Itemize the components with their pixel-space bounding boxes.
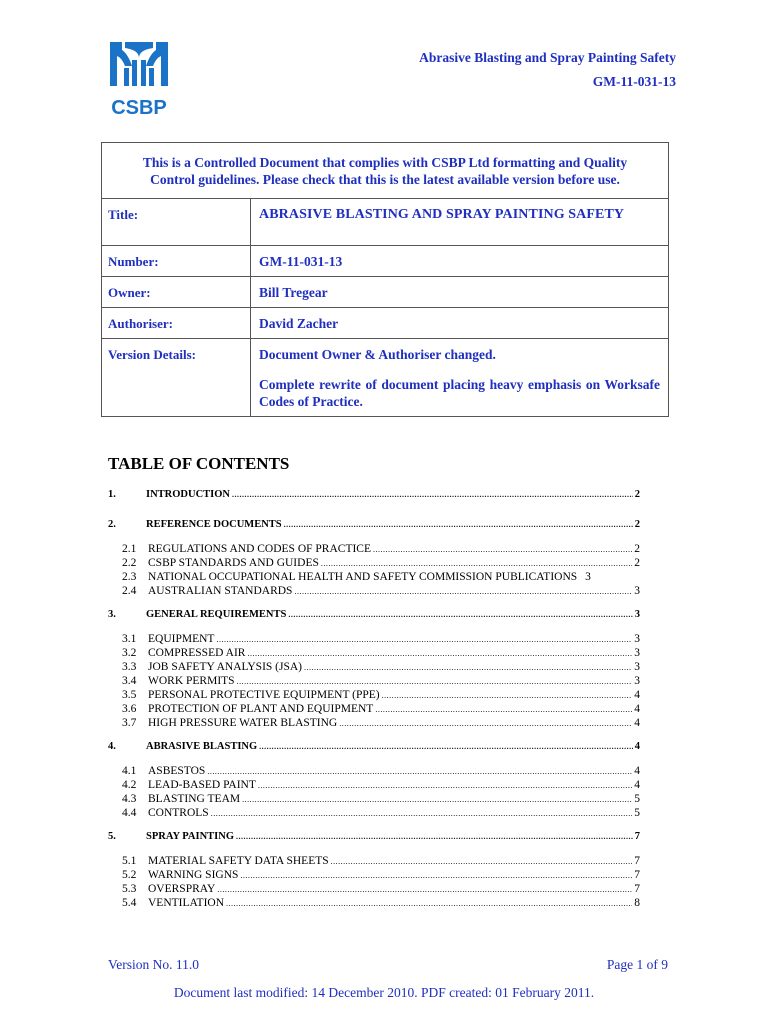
logo-text: CSBP — [111, 97, 167, 118]
toc-entry[interactable] — [108, 516, 640, 534]
toc-page: 7 — [634, 831, 640, 842]
toc-label: LEAD-BASED PAINT — [148, 779, 256, 791]
toc-number: 4.3 — [122, 793, 137, 805]
toc-label: CONTROLS — [148, 807, 209, 819]
toc-label: MATERIAL SAFETY DATA SHEETS — [148, 855, 329, 867]
owner-value: Bill Tregear — [251, 277, 669, 308]
toc-entry[interactable] — [108, 660, 640, 674]
toc-leader — [232, 486, 633, 504]
version-value — [251, 339, 669, 417]
toc-entry[interactable] — [108, 688, 640, 702]
toc-page: 5 — [634, 807, 640, 819]
toc-label: INTRODUCTION — [146, 489, 231, 500]
toc-entry[interactable] — [108, 570, 640, 584]
toc-label: AUSTRALIAN STANDARDS — [148, 585, 293, 597]
toc-number: 2.3 — [122, 571, 137, 583]
toc-page: 2 — [634, 519, 640, 530]
authoriser-label: Authoriser: — [102, 308, 251, 339]
toc-page: 3 — [634, 661, 640, 673]
toc-page: 2 — [634, 543, 640, 555]
toc-number: 3.7 — [122, 717, 137, 729]
controlled-document-notice: This is a Controlled Document that complies with CSBP Ltd formatting and Quality Control guidelines. Please check that this is the latest available version before use. — [102, 143, 669, 199]
toc-leader — [284, 516, 633, 534]
toc-number: 5.3 — [122, 883, 137, 895]
authoriser-value: David Zacher — [251, 308, 669, 339]
toc-number: 3.1 — [122, 633, 137, 645]
toc-entry[interactable] — [108, 674, 640, 688]
toc-page: 7 — [634, 855, 640, 867]
toc-leader — [294, 585, 632, 599]
version-label: Version Details: — [102, 339, 251, 417]
toc-number: 4.2 — [122, 779, 137, 791]
toc-page: 3 — [634, 647, 640, 659]
toc-page: 4 — [634, 741, 640, 752]
toc-page: 4 — [634, 765, 640, 777]
footer-version: Version No. 11.0 — [108, 957, 199, 972]
toc-number: 3.5 — [122, 689, 137, 701]
authoriser-row — [102, 308, 669, 339]
toc-entry[interactable] — [108, 632, 640, 646]
toc-page: 3 — [634, 609, 640, 620]
toc-entry[interactable] — [108, 778, 640, 792]
toc-page: 4 — [634, 703, 640, 715]
toc-page: 3 — [634, 633, 640, 645]
toc-page: 4 — [634, 779, 640, 791]
toc-page: 2 — [634, 557, 640, 569]
toc-label: COMPRESSED AIR — [148, 647, 246, 659]
toc-entry[interactable] — [108, 542, 640, 556]
footer-modified: Document last modified: 14 December 2010. PDF created: 01 February 2011. — [173, 985, 595, 1000]
toc-leader — [211, 807, 633, 821]
toc-leader — [216, 633, 632, 647]
toc-page: 4 — [634, 689, 640, 701]
toc-leader — [237, 675, 633, 689]
toc-label: ABRASIVE BLASTING — [146, 741, 258, 752]
toc-leader — [304, 661, 632, 675]
csbp-logo — [108, 38, 170, 118]
toc-entry[interactable] — [108, 896, 640, 910]
toc-page: 7 — [634, 883, 640, 895]
toc-label: CSBP STANDARDS AND GUIDES — [148, 557, 319, 569]
toc-label: GENERAL REQUIREMENTS — [146, 609, 287, 620]
document-control-table — [101, 142, 669, 417]
toc-page: 3 — [585, 571, 591, 583]
toc-label: OVERSPRAY — [148, 883, 216, 895]
toc-entry[interactable] — [108, 764, 640, 778]
toc-number: 4.1 — [122, 765, 137, 777]
toc-number: 5.4 — [122, 897, 137, 909]
title-value: ABRASIVE BLASTING AND SPRAY PAINTING SAFETY — [251, 199, 669, 246]
toc-entry[interactable] — [108, 854, 640, 868]
toc-number: 3. — [108, 609, 116, 620]
header-doc-title: Abrasive Blasting and Spray Painting Safety — [419, 50, 676, 65]
notice-row — [102, 143, 669, 199]
toc-leader — [288, 606, 632, 624]
toc-entry[interactable] — [108, 868, 640, 882]
toc-page: 3 — [634, 675, 640, 687]
toc-label: PROTECTION OF PLANT AND EQUIPMENT — [148, 703, 374, 715]
toc-leader — [217, 883, 632, 897]
toc-page: 2 — [634, 489, 640, 500]
toc-entry[interactable] — [108, 792, 640, 806]
toc-number: 5.1 — [122, 855, 137, 867]
toc-leader — [375, 703, 632, 717]
toc-page: 7 — [634, 869, 640, 881]
toc-leader — [321, 557, 632, 571]
toc-label: BLASTING TEAM — [148, 793, 241, 805]
toc-number: 5.2 — [122, 869, 137, 881]
toc-number: 2.1 — [122, 543, 137, 555]
toc-entry[interactable] — [108, 702, 640, 716]
toc-leader — [373, 543, 632, 557]
version-row — [102, 339, 669, 417]
toc-entry[interactable] — [108, 806, 640, 820]
title-row — [102, 199, 669, 246]
toc-entry[interactable] — [108, 584, 640, 598]
toc-entry[interactable] — [108, 486, 640, 504]
toc-number: 3.3 — [122, 661, 137, 673]
toc-label: VENTILATION — [148, 897, 225, 909]
toc-label: SPRAY PAINTING — [146, 831, 234, 842]
number-value: GM-11-031-13 — [251, 246, 669, 277]
toc-label: NATIONAL OCCUPATIONAL HEALTH AND SAFETY COMMISSION PUBLICATIONS — [148, 571, 578, 583]
toc-leader — [331, 855, 633, 869]
toc-entry[interactable] — [108, 646, 640, 660]
toc-page: 4 — [634, 717, 640, 729]
toc-number: 3.6 — [122, 703, 137, 715]
owner-label: Owner: — [102, 277, 251, 308]
header-doc-number: GM-11-031-13 — [592, 74, 676, 89]
toc-entry[interactable] — [108, 738, 640, 756]
toc-page: 8 — [634, 897, 640, 909]
toc-entry[interactable] — [108, 716, 640, 730]
toc-number: 2. — [108, 519, 116, 530]
document-header — [419, 46, 676, 94]
toc-entry[interactable] — [108, 556, 640, 570]
toc-label: EQUIPMENT — [148, 633, 215, 645]
toc-label: JOB SAFETY ANALYSIS (JSA) — [148, 661, 303, 673]
toc-label: ASBESTOS — [148, 765, 206, 777]
toc-label: HIGH PRESSURE WATER BLASTING — [148, 717, 338, 729]
toc-leader — [226, 897, 632, 911]
footer-page-number: Page 1 of 9 — [606, 957, 668, 972]
toc-number: 3.4 — [122, 675, 137, 687]
title-label: Title: — [102, 199, 251, 246]
toc-page: 3 — [634, 585, 640, 597]
toc-entry[interactable] — [108, 882, 640, 896]
toc-leader — [259, 738, 633, 756]
toc-leader — [382, 689, 633, 703]
toc-leader — [339, 717, 632, 731]
version-line-1: Document Owner & Authoriser changed. — [259, 347, 496, 362]
toc-label: WARNING SIGNS — [148, 869, 239, 881]
toc-leader — [242, 793, 632, 807]
toc-leader — [247, 647, 632, 661]
toc-number: 2.4 — [122, 585, 137, 597]
toc-number: 2.2 — [122, 557, 137, 569]
toc-label: PERSONAL PROTECTIVE EQUIPMENT (PPE) — [148, 689, 380, 701]
toc-number: 4.4 — [122, 807, 137, 819]
number-label: Number: — [102, 246, 251, 277]
toc-label: WORK PERMITS — [148, 675, 235, 687]
table-of-contents — [108, 486, 640, 910]
number-row — [102, 246, 669, 277]
toc-label: REGULATIONS AND CODES OF PRACTICE — [148, 543, 371, 555]
toc-entry[interactable] — [108, 606, 640, 624]
toc-label: REFERENCE DOCUMENTS — [146, 519, 282, 530]
toc-leader — [240, 869, 632, 883]
toc-leader — [236, 828, 633, 846]
toc-number: 4. — [108, 741, 116, 752]
toc-page: 5 — [634, 793, 640, 805]
toc-entry[interactable] — [108, 828, 640, 846]
toc-number: 5. — [108, 831, 116, 842]
version-line-2: Complete rewrite of document placing heavy emphasis on Worksafe Codes of Practice. — [259, 377, 660, 409]
toc-number: 3.2 — [122, 647, 137, 659]
owner-row — [102, 277, 669, 308]
toc-number: 1. — [108, 489, 116, 500]
toc-leader — [207, 765, 632, 779]
toc-heading: TABLE OF CONTENTS — [108, 454, 290, 473]
toc-leader — [258, 779, 632, 793]
